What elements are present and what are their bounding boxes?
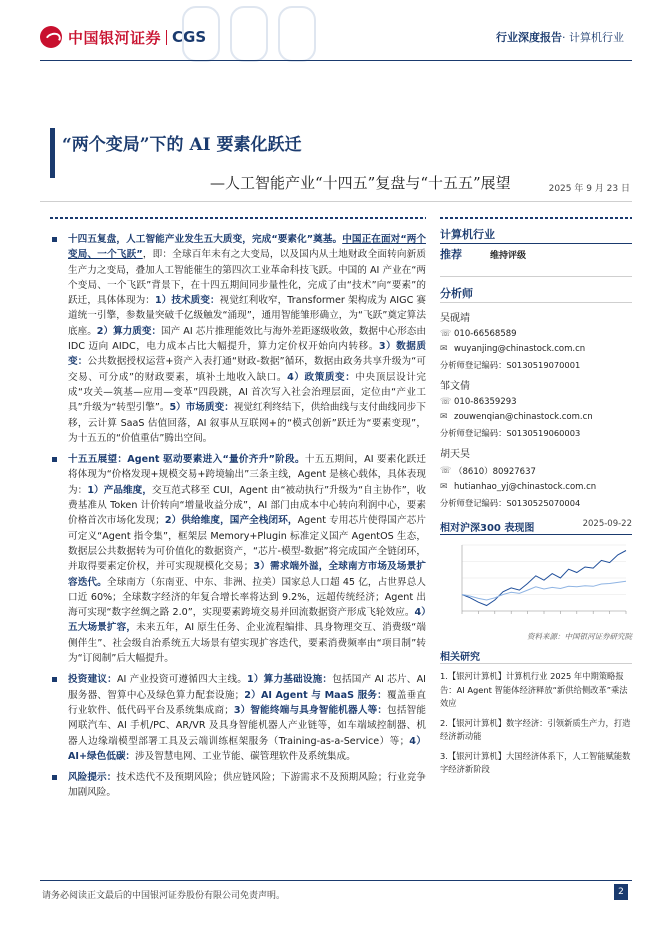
summary-bullet	[50, 672, 426, 764]
report-type-bold: 行业深度报告	[496, 31, 562, 44]
footer-rule	[40, 880, 632, 881]
bullet-text: 包括国产 AI 芯片、AI 服务器、智算中心及绿色算力配套设施；	[68, 674, 426, 701]
analyst-card	[440, 309, 632, 371]
title-accent-bar	[50, 128, 55, 178]
bullet-text: 包括智能网联汽车、AI 手机/PC、AR/VR 及具身智能机器人产业链等，如车端域控制器、机器人边缘端模型部署工具及云端训练框架服务（Training-as-a-Service）等；	[68, 704, 426, 747]
chart-series-line	[462, 581, 626, 600]
analyst-phone: 010-66568589	[454, 329, 517, 339]
report-type	[496, 29, 624, 45]
bullet-emphasis: 4）AI+绿色低碳：	[68, 735, 426, 762]
bullet-emphasis: 3）智能终端与具身智能机器人等：	[233, 704, 388, 716]
bullet-text: 国产 AI 芯片推理能效比与海外差距逐级收敛，数据中心形态由 IDC 迈向 AIDC，电力成本占比大幅提升，算力定价权开始向内转移。	[68, 325, 426, 353]
related-research-item[interactable]: 3.【银河计算机】大国经济体系下，人工智能赋能数字经济新阶段	[440, 750, 631, 774]
analyst-phone: （8610）80927637	[454, 467, 536, 477]
bullet-text: 十五五期间，AI 要素化跃迁将体现为“价格发现+规模交易+跨境输出”三条主线，Agent 是核心载体，具体表现为：	[68, 454, 426, 496]
bullet-emphasis: 十四五复盘，人工智能产业发生五大质变，完成“要素化”奠基。	[68, 234, 343, 245]
analyst-phone: 010-86359293	[454, 397, 517, 407]
bullet-text: 交互范式移至 CUI，Agent 由“被动执行”升级为“自主协作”，收费基准从 Token 计价转向“增量收益分成”，AI 部门由成本中心转向利润中心，要素价格首次市场化发现；	[68, 484, 426, 527]
bullet-emphasis: 中国正在面对“两个变局、一个飞跃”	[68, 234, 426, 261]
related-research-item[interactable]: 2.【银河计算机】数字经济：引领新质生产力，打造经济新动能	[440, 717, 631, 741]
bullet-emphasis: 3）需求端外溢，全球南方市场及场景扩容迭代。	[68, 561, 426, 588]
page-number: 2	[614, 884, 628, 900]
chart-title: 相对沪深300 表现图	[440, 523, 535, 534]
bullet-text: 全球南方（东南亚、中东、非洲、拉美）国家总人口超 45 亿，占世界总人口近 60%；全球数字经济的年复合增长率将达到 9.2%，远超传统经济；Agent 出海可实现“数字丝绸之路 2.0”，实现要素跨境交易并回流数据资产形成飞轮效应。	[68, 576, 426, 619]
bullet-emphasis: 4）政策质变：	[287, 371, 356, 383]
chart-date: 2025-09-22	[582, 519, 632, 529]
bullet-text: 视觉红利终结下，供给曲线与支付曲线同步下移，云计算 SaaS 估值回落，AI 叙事从互联网+的“模式创新”跃迁为“要素变现”，为十五五的“价值重估”腾出空间。	[68, 402, 426, 444]
report-type-rest: · 计算机行业	[562, 31, 624, 44]
header-rule	[40, 60, 632, 61]
chart-header	[440, 519, 632, 535]
bullet-text: 涉及智慧电网、工业节能、碳管理软件及系统集成。	[135, 750, 356, 762]
phone-icon: ☏	[440, 329, 452, 339]
bullet-emphasis: 2）算力质变：	[96, 325, 162, 337]
analyst-phone-row	[440, 397, 632, 407]
sidebar	[440, 226, 632, 783]
bullet-text: 公共数据授权运营+资产入表打通“财政-数据”循环，数据由政务共享升级为“可交易、可分成”的财政要素，填补土地收入缺口。	[68, 356, 427, 383]
analyst-registration: 分析师登记编码：S0130519070001	[440, 360, 581, 370]
analyst-card	[440, 377, 632, 439]
analyst-email-row[interactable]	[440, 344, 632, 354]
analyst-name: 胡天昊	[440, 449, 470, 460]
bullet-emphasis: 风险提示：	[68, 772, 117, 784]
bullet-emphasis: 4）五大场景扩容，	[68, 607, 426, 634]
bullet-text: 中央顶层设计完成“攻关—筑基—应用—变革”四段跳，AI 首次写入社会治理层面，定位由“产业工具”升级为“转型引擎”。	[68, 371, 426, 414]
analyst-card	[440, 445, 632, 509]
analyst-list	[440, 309, 632, 509]
bullet-text: ，即：全球百年未有之大变局，以及国内从土地财政全面转向新质生产力之变局，叠加人工智能催生的第四次工业革命科技飞跃。中国的 AI 产业在“两个变局、一个飞跃”背景下，在十四五期间同步量性化，完成了由“技术”向“要素”的跃迁，具体体现为：	[68, 249, 427, 307]
related-research-list	[440, 670, 632, 777]
bullet-emphasis: 2）供给维度，国产全栈闭环，	[164, 515, 298, 527]
logo-mark-icon	[40, 26, 62, 48]
chart-plot	[440, 539, 632, 631]
bullet-emphasis: 3）数据质变：	[68, 341, 426, 368]
main-dotted-rule	[50, 217, 426, 219]
summary-bullet	[50, 452, 426, 666]
bullet-emphasis: 投资建议：	[68, 674, 117, 686]
summary-bullet	[50, 232, 426, 446]
footer-disclaimer: 请务必阅读正文最后的中国银河证券股份有限公司免责声明。	[42, 891, 286, 901]
page-header	[0, 0, 662, 80]
email-icon: ✉	[440, 344, 448, 354]
bullet-text: 技术迭代不及预期风险；供应链风险；下游需求不及预期风险；行业竞争加剧风险。	[68, 772, 426, 799]
bullet-text: 未来五年，AI 原生任务、企业流程编排、具身物理交互、消费级“端侧伴生”、社会级自治系统五大场景有望实现扩容迭代，要素消费频率由“项目制”转为“订阅制”后大幅提升。	[68, 622, 426, 665]
analyst-email[interactable]: zouwenqian@chinastock.com.cn	[454, 412, 593, 422]
phone-icon: ☏	[440, 397, 452, 407]
rating-label: 推荐	[440, 248, 462, 261]
analyst-registration: 分析师登记编码：S0130519060003	[440, 428, 581, 438]
analyst-section-title: 分析师	[440, 285, 632, 303]
bullet-text: Agent 专用芯片使得国产芯片可定义“Agent 指令集”，框架层 Memory+Plugin 标准定义国产 AgentOS 生态，数据层公共数据转为可价值化的数据资产，“芯片-模型-数据”将完成国产全链闭环，并取得要素定价权，并可实现规模化交易；	[68, 515, 426, 573]
analyst-phone-row	[440, 465, 632, 477]
analyst-phone-row	[440, 329, 632, 339]
analyst-email[interactable]: wuyanjing@chinastock.com.cn	[454, 344, 586, 354]
bullet-emphasis: 5）市场质变：	[169, 402, 234, 414]
bullet-text: 覆盖垂直行业软件、低代码平台及系统集成商；	[68, 689, 427, 716]
bullet-emphasis: 1）产品维度，	[87, 484, 152, 496]
analyst-registration: 分析师登记编码：S0130525070004	[440, 498, 581, 508]
performance-chart	[440, 519, 632, 642]
industry-label: 计算机行业	[440, 226, 632, 244]
phone-icon: ☏	[440, 466, 452, 476]
analyst-name: 邹文倩	[440, 381, 470, 392]
bullet-emphasis: 十五五展望：Agent 驱动要素进入“量价齐升”阶段。	[68, 454, 305, 466]
logo-cgs: CGS	[172, 28, 207, 46]
email-icon: ✉	[440, 482, 448, 492]
logo-text: 中国银河证券	[68, 28, 162, 47]
bullet-text: 视觉红利收窄，Transformer 架构成为 AIGC 赛道统一引擎，参数量突破千亿级触发“涌现”，通用智能雏形确立，为“飞跃”奠定算法底座。	[68, 295, 426, 337]
summary-body	[50, 232, 426, 807]
logo-separator	[166, 30, 167, 45]
bullet-emphasis: 1）技术质变：	[154, 295, 220, 307]
bullet-emphasis: 2）AI Agent 与 MaaS 服务：	[244, 689, 387, 701]
bullet-text: AI 产业投资可遵循四大主线。	[116, 674, 248, 686]
summary-bullet	[50, 770, 426, 801]
analyst-email[interactable]: hutianhao_yj@chinastock.com.cn	[454, 482, 597, 492]
analyst-email-row[interactable]	[440, 412, 632, 422]
analyst-name: 吴砚靖	[440, 313, 470, 324]
chart-source: 资料来源：中国银河证券研究院	[527, 632, 632, 641]
rating-row	[440, 248, 632, 277]
report-title: “两个变局”下的 AI 要素化跃迁	[62, 135, 302, 155]
email-icon: ✉	[440, 412, 448, 422]
side-dotted-rule	[440, 217, 632, 219]
related-research-title: 相关研究	[440, 648, 632, 664]
bullet-emphasis: 1）算力基础设施：	[247, 674, 333, 686]
rating-value: 维持评级	[490, 250, 527, 261]
report-date: 2025 年 9 月 23 日	[548, 184, 630, 194]
related-research-item[interactable]: 1.【银河计算机】计算机行业 2025 年中期策略报告：AI Agent 智能体经济释放“新供给侧改革”乘法效应	[440, 671, 628, 708]
title-separator	[40, 201, 632, 202]
analyst-email-row[interactable]	[440, 482, 632, 492]
report-subtitle: —人工智能产业“十四五”复盘与“十五五”展望	[210, 174, 511, 192]
